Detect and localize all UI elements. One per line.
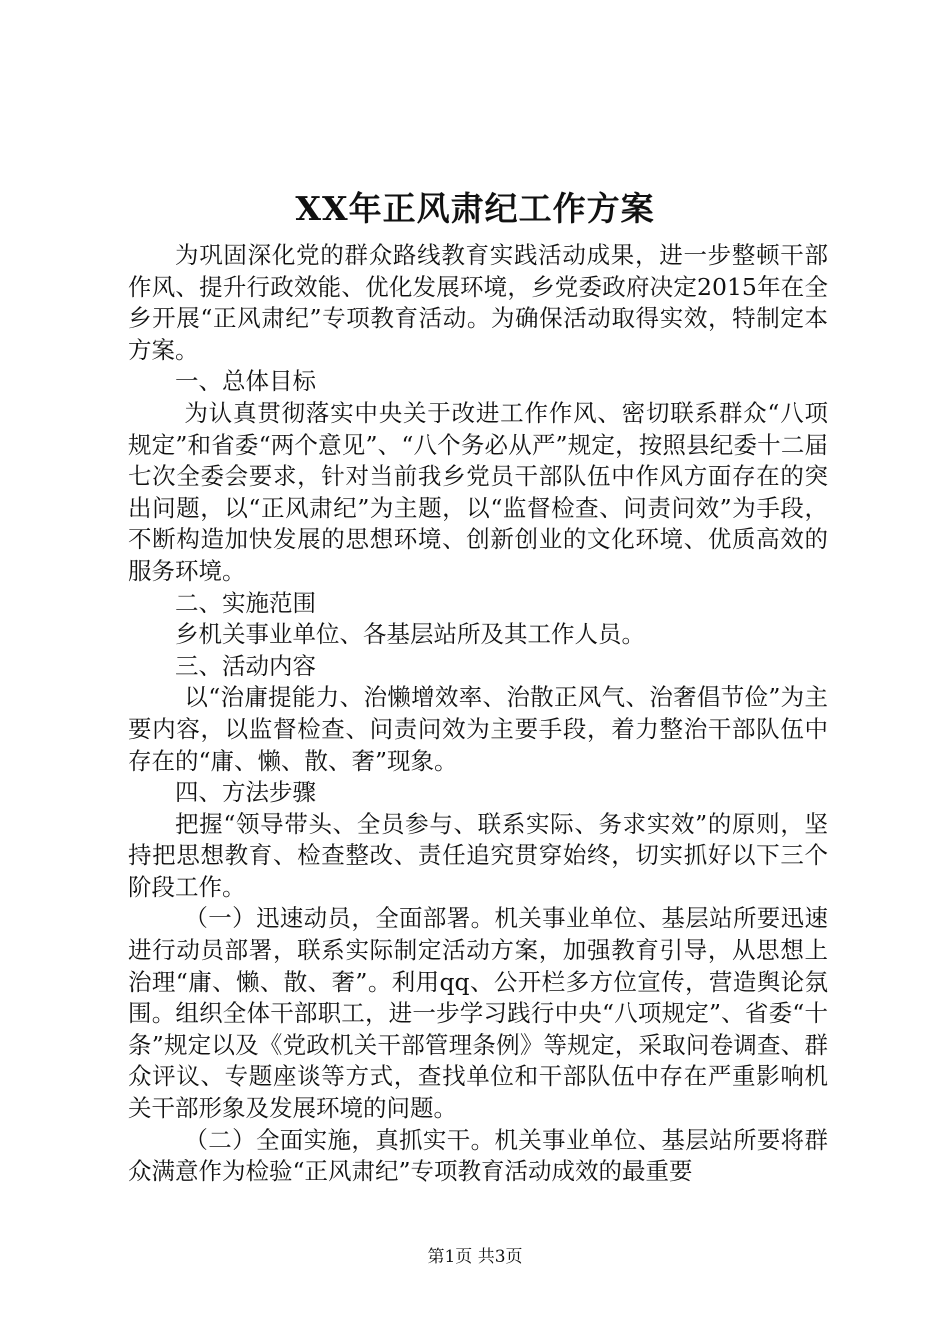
step-one-paragraph: （一）迅速动员，全面部署。机关事业单位、基层站所要迅速进行动员部署，联系实际制定活动方案，加强教育引导，从思想上治理“庸、懒、散、奢”。利用qq、公开栏多方位宣传，营造舆论氛围。组织全体干部职工，进一步学习践行中央“八项规定”、省委“十条”规定以及《党政机关干部管理条例》等规定，采取问卷调查、群众评议、专题座谈等方式，查找单位和干部队伍中存在严重影响机关干部形象及发展环境的问题。 — [128, 904, 828, 1123]
step-two-paragraph: （二）全面实施，真抓实干。机关事业单位、基层站所要将群众满意作为检验“正风肃纪”专项教育活动成效的最重要 — [128, 1125, 828, 1186]
goals-paragraph: 为认真贯彻落实中央关于改进工作作风、密切联系群众“八项规定”和省委“两个意见”、“八个务必从严”规定，按照县纪委十二届七次全委会要求，针对当前我乡党员干部队伍中作风方面存在的突出问题，以“正风肃纪”为主题，以“监督检查、问责问效”为手段，不断构造加快发展的思想环境、创新创业的文化环境、优质高效的服务环境。 — [128, 398, 828, 585]
page-footer: 第1页 共3页 — [427, 1247, 523, 1267]
document-title: XX年正风肃纪工作方案 — [295, 189, 655, 228]
section-heading-goals: 一、总体目标 — [175, 367, 316, 396]
content-paragraph: 以“治庸提能力、治懒增效率、治散正风气、治奢倡节俭”为主要内容，以监督检查、问责问效为主要手段，着力整治干部队伍中存在的“庸、懒、散、奢”现象。 — [128, 683, 828, 775]
scope-paragraph: 乡机关事业单位、各基层站所及其工作人员。 — [175, 620, 645, 649]
section-heading-scope: 二、实施范围 — [175, 588, 316, 617]
section-heading-steps: 四、方法步骤 — [175, 778, 316, 807]
steps-paragraph: 把握“领导带头、全员参与、联系实际、务求实效”的原则，坚持把思想教育、检查整改、责任追究贯穿始终，切实抓好以下三个阶段工作。 — [128, 809, 828, 901]
section-heading-content: 三、活动内容 — [175, 651, 316, 680]
document-body — [128, 240, 828, 1188]
intro-paragraph: 为巩固深化党的群众路线教育实践活动成果，进一步整顿干部作风、提升行政效能、优化发展环境，乡党委政府决定2015年在全乡开展“正风肃纪”专项教育活动。为确保活动取得实效，特制定本方案。 — [128, 241, 828, 364]
